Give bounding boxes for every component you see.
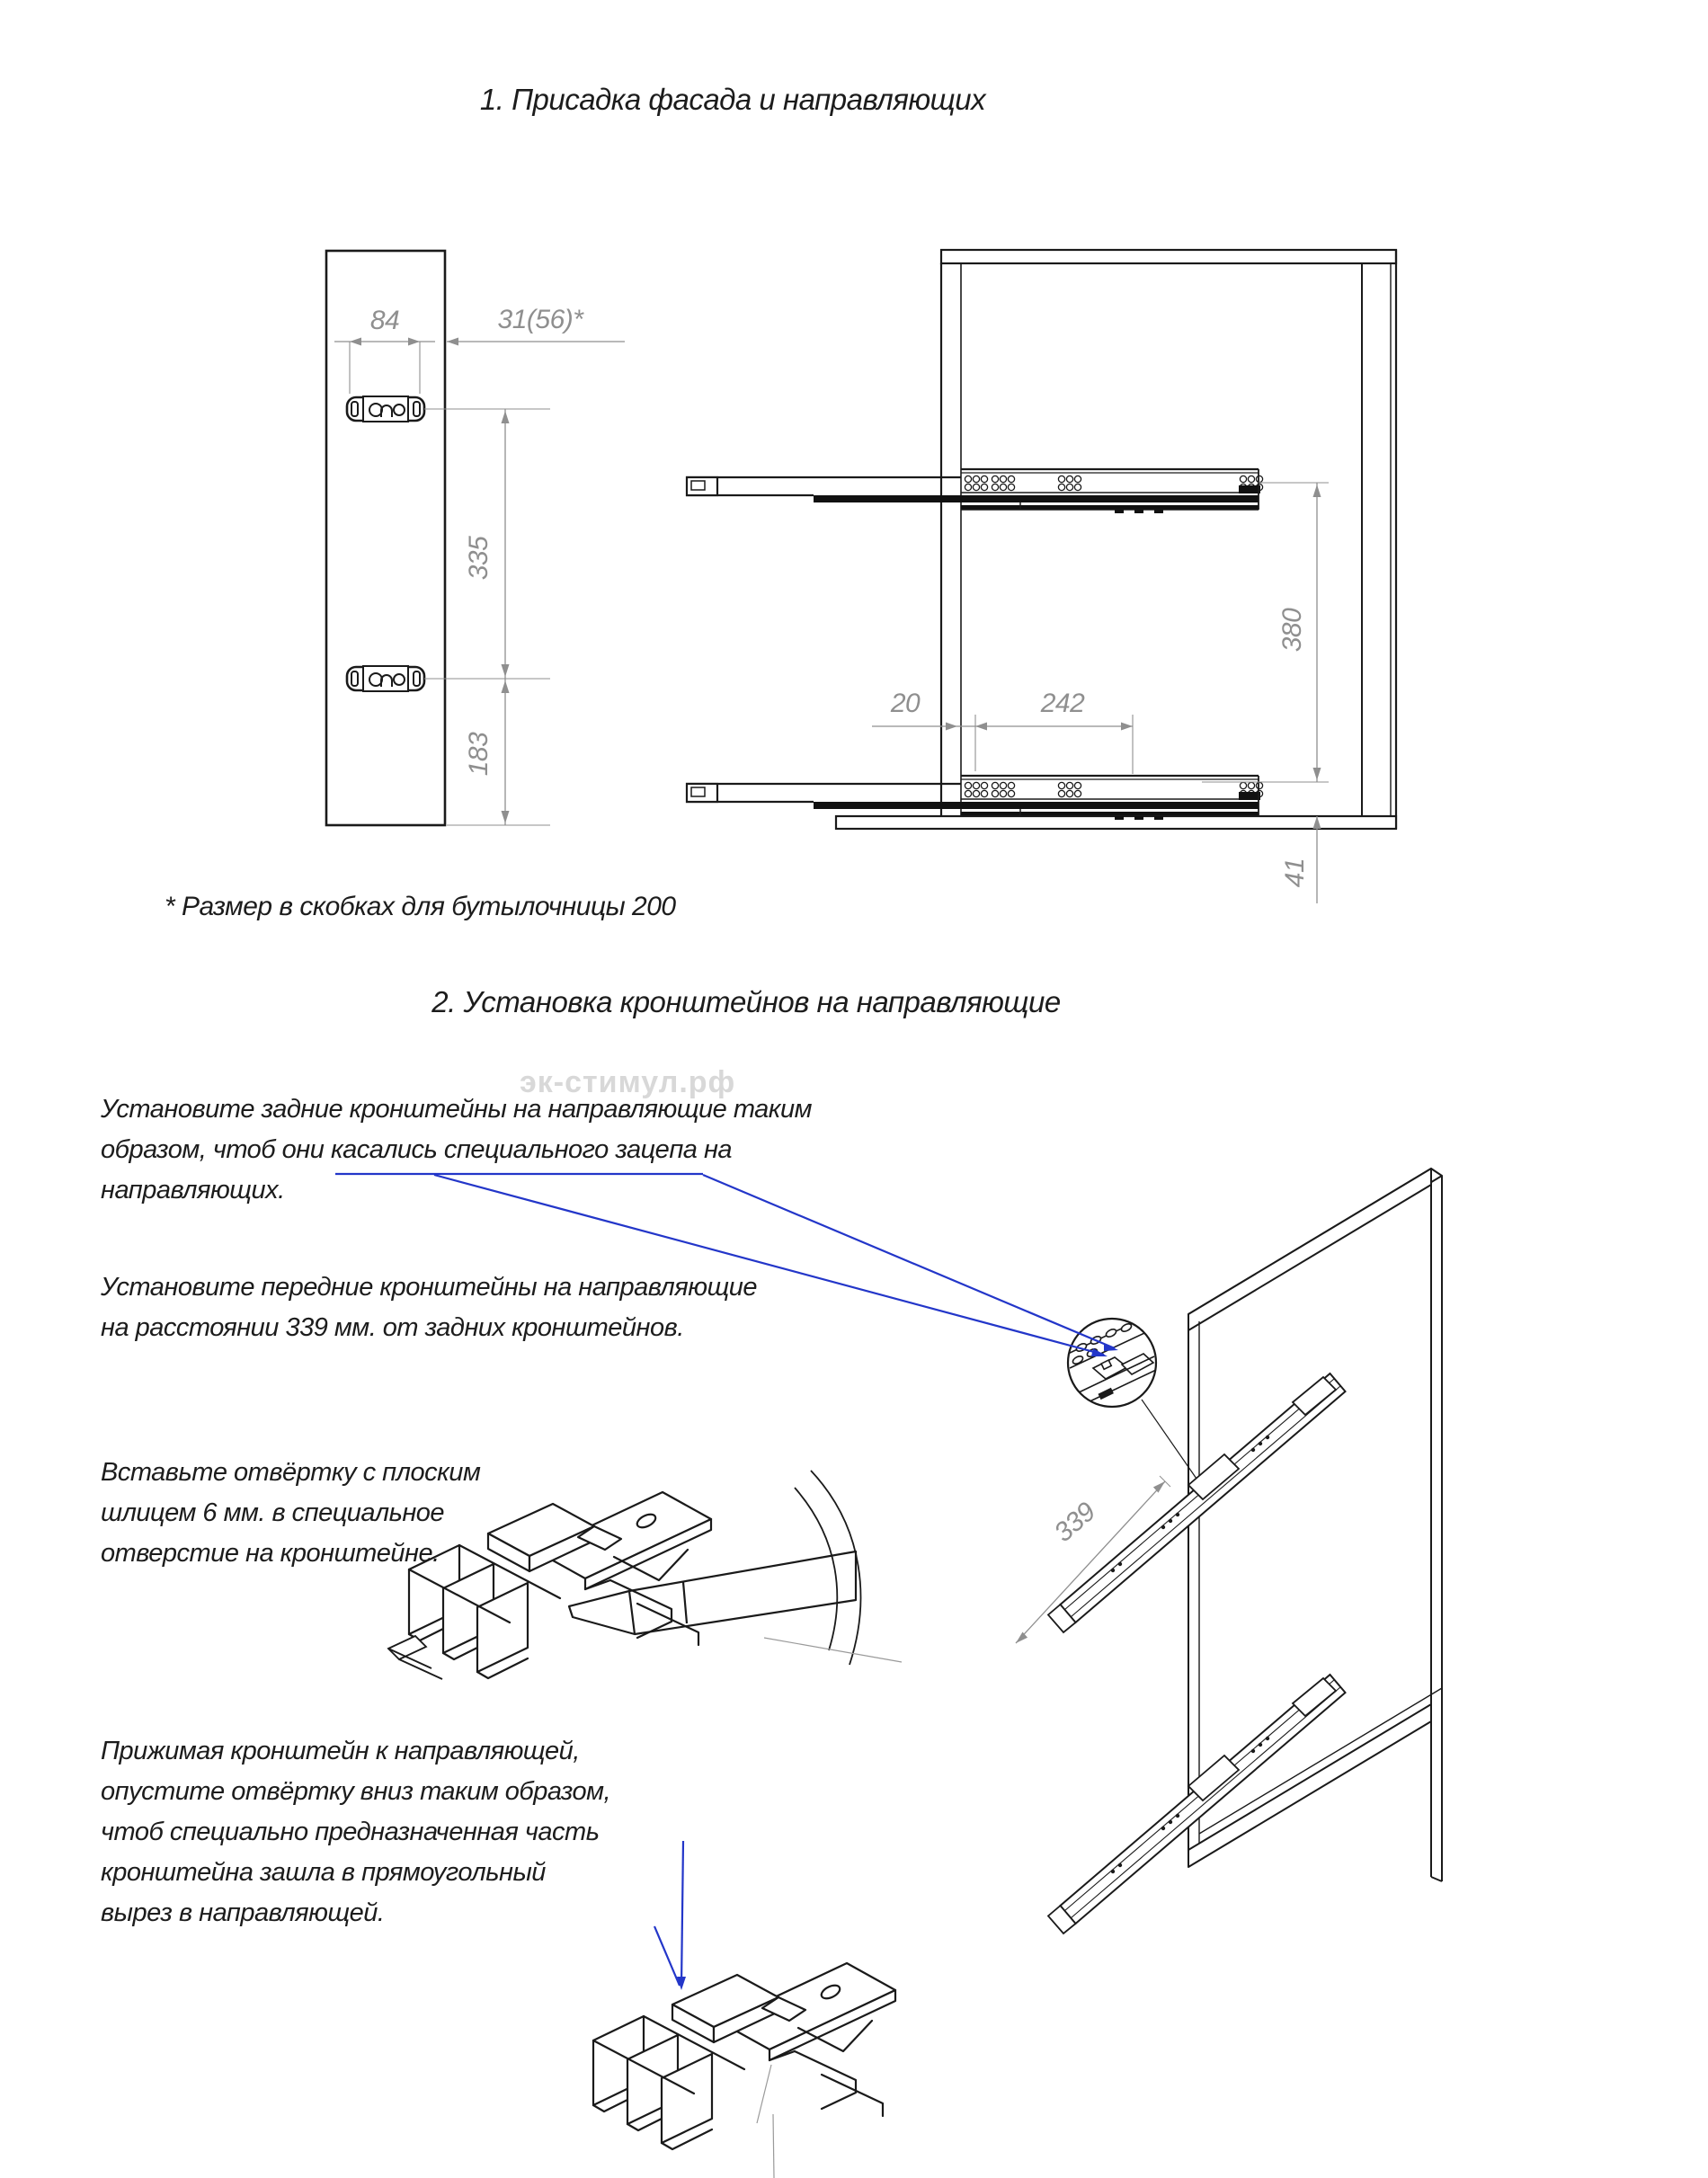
paragraph-line: вырез в направляющей. xyxy=(101,1898,385,1927)
paragraph-line: шлицем 6 мм. в специальное xyxy=(101,1498,445,1527)
dim-bracket-distance-339: 339 xyxy=(1048,1497,1101,1549)
instruction-paragraph-press-down xyxy=(101,1731,610,1934)
paragraph-line: чтоб специально предназначенная часть xyxy=(101,1818,600,1846)
paragraph-line: кронштейна зашла в прямоугольный xyxy=(101,1858,546,1887)
instruction-paragraph-rear-brackets xyxy=(101,1089,812,1211)
paragraph-line: отверстие на кронштейне. xyxy=(101,1539,440,1568)
paragraph-line: Установите задние кронштейны на направляющие таким xyxy=(101,1095,812,1124)
instruction-paragraph-front-brackets xyxy=(101,1267,757,1348)
facade-panel-drawing xyxy=(326,251,445,825)
cabinet-side-view-drawing xyxy=(686,250,1396,829)
footnote-bottle-holder: * Размер в скобках для бутылочницы 200 xyxy=(165,892,676,921)
paragraph-line: на расстоянии 339 мм. от задних кронштейнов. xyxy=(101,1313,684,1342)
paragraph-line: направляющих. xyxy=(101,1176,285,1205)
dim-bottom-rail-41: 41 xyxy=(1280,858,1310,888)
paragraph-line: опустите отвёртку вниз таким образом, xyxy=(101,1777,611,1806)
paragraph-line: Установите передние кронштейны на направляющие xyxy=(101,1273,758,1302)
dim-between-fittings-335: 335 xyxy=(464,536,494,581)
section2-title: 2. Установка кронштейнов на направляющие xyxy=(431,985,1061,1018)
dim-front-gap-20: 20 xyxy=(890,689,921,718)
dim-hole-pitch-242: 242 xyxy=(1040,689,1085,718)
dim-rail-spacing-380: 380 xyxy=(1277,608,1307,653)
paragraph-line: образом, чтоб они касались специального зацепа на xyxy=(101,1135,733,1164)
dim-hole-spacing-84: 84 xyxy=(369,306,400,335)
paragraph-line: Вставьте отвёртку с плоским xyxy=(101,1458,481,1487)
dim-side-offset-31-56: 31(56)* xyxy=(497,305,583,334)
instruction-paragraph-screwdriver xyxy=(101,1453,480,1574)
section1-title: 1. Присадка фасада и направляющих xyxy=(479,83,986,116)
dim-bottom-offset-183: 183 xyxy=(464,732,494,777)
paragraph-line: Прижимая кронштейн к направляющей, xyxy=(101,1737,580,1765)
site-watermark: эк-стимул.рф xyxy=(520,1065,736,1099)
bracket-press-illustration xyxy=(593,1963,895,2178)
